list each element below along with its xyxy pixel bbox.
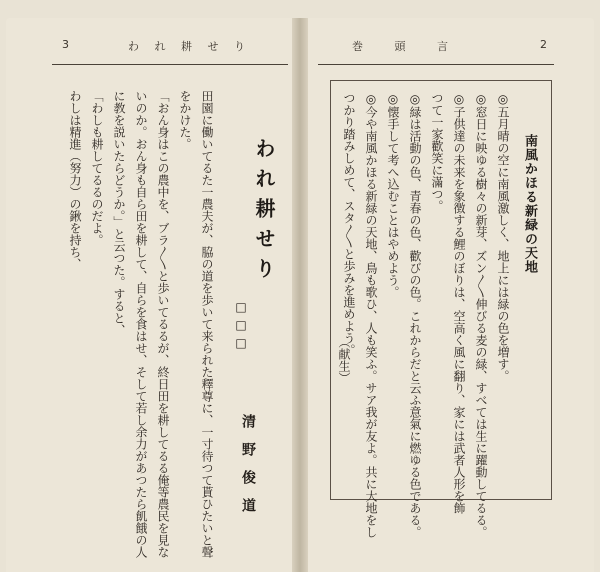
- left-page-number: 3: [62, 38, 71, 51]
- left-running-head: わ れ 耕 せ り: [128, 40, 251, 53]
- left-paragraph-6: 「わしも耕してるるのだよ。: [90, 90, 104, 246]
- essay-title: われ耕せり: [252, 138, 276, 288]
- preface-paragraph-6: ◎懐手して考へ込むことはやめよう。: [386, 92, 400, 298]
- book-gutter: [292, 18, 308, 578]
- preface-paragraph-1: ◎五月晴の空に南風激しく、地上には緑の色を増す。: [496, 92, 510, 382]
- left-paragraph-1: 田園に働いてるた一農夫が、脇の道を歩いて来られた釋尊に、一寸待つて貰ひたいと聲: [200, 90, 214, 558]
- preface-paragraph-5: ◎緑は活動の色、青春の色、歡びの色。これからだと云ふ意氣に燃ゆる色である。: [408, 92, 422, 538]
- preface-paragraph-7: ◎今や南風かほる新緑の天地、鳥も歌ひ、人も笑ふ。サア我が友よ。共に大地をし: [364, 92, 378, 538]
- preface-paragraph-2: ◎窓日に映ゆる樹々の新芽、ズン〳〵伸びる麦の緑、すべては生に躍動してるる。: [474, 92, 488, 538]
- preface-paragraph-4: つて一家歡笑に滿つ。: [430, 92, 444, 212]
- preface-paragraph-8: つかり踏みしめて、スタ〳〵と歩みを進めよう。: [342, 92, 356, 356]
- left-header-rule: [52, 64, 288, 65]
- left-paragraph-4: いのか。おん身も自ら田を耕して、自らを食はせ、そして若し余力があつたら飢餓の人: [134, 90, 148, 558]
- preface-signature: （献生）: [337, 336, 351, 384]
- author-name: 清野俊道: [240, 414, 256, 526]
- right-page-number: 2: [540, 38, 549, 51]
- preface-paragraph-3: ◎子供達の未来を象徴する鯉のぼりは、空高く風に翻り、家には武者人形を飾: [452, 92, 466, 514]
- left-paragraph-2: をかけた。: [178, 90, 192, 150]
- left-paragraph-5: に教を説いたらどうか。」と云つた。すると、: [112, 90, 126, 336]
- left-paragraph-7: わしは精進（努力）の鍬を持ち、: [68, 90, 82, 270]
- right-header-rule: [318, 64, 554, 65]
- right-running-head: 巻 頭 言: [352, 40, 462, 53]
- title-ornament-boxes: □□□: [234, 300, 248, 354]
- left-paragraph-3: 「おん身はこの農中を、ブラ〳〵と歩いてるるが、終日田を耕してるる俺等農民を見な: [156, 90, 170, 558]
- preface-heading: 南風かほる新緑の天地: [522, 134, 537, 274]
- page-edge: [0, 572, 600, 584]
